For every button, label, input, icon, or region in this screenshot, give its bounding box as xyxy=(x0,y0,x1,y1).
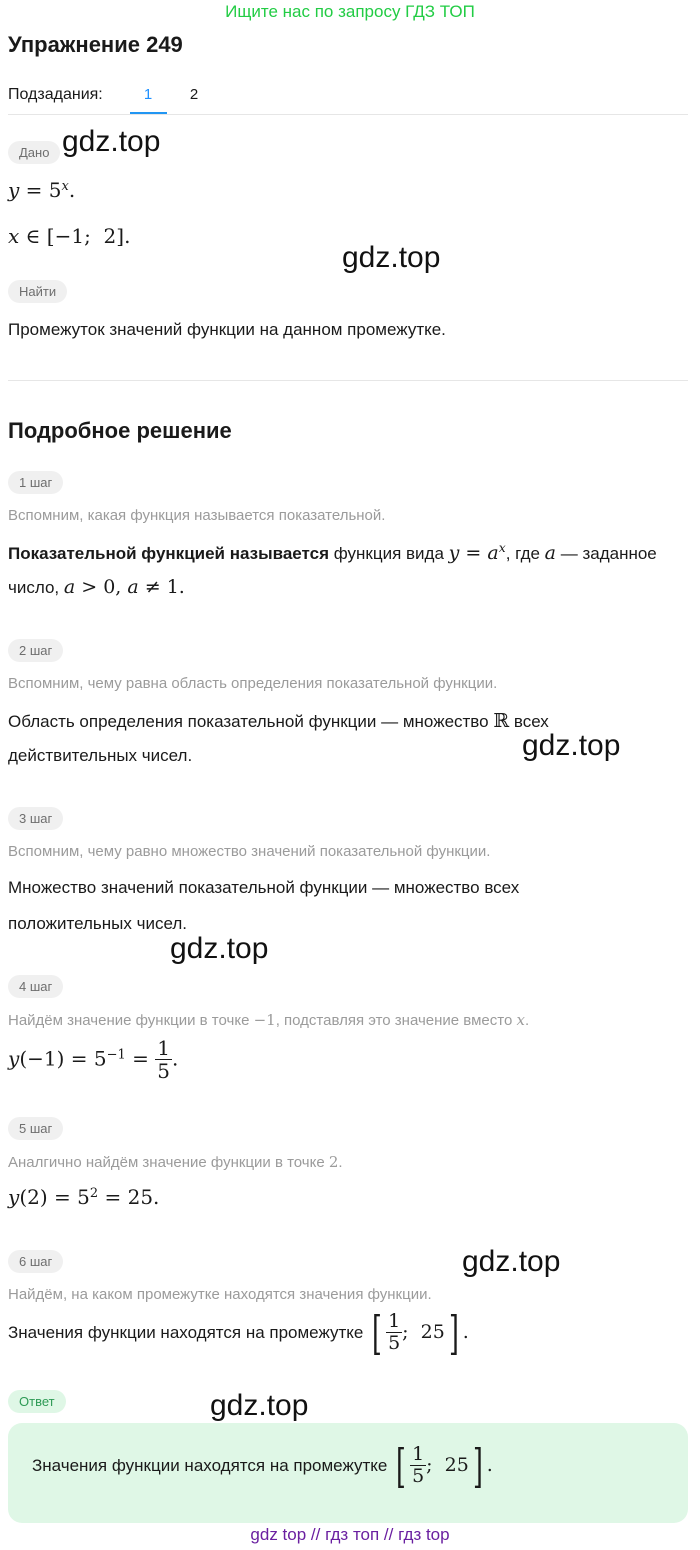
given-pill: Дано xyxy=(8,141,60,164)
given-equation-1: $y = 5^x$. xyxy=(8,178,76,202)
watermark: gdz.top xyxy=(342,241,441,274)
search-hint-banner[interactable]: Ищите нас по запросу ГДЗ ТОП xyxy=(225,2,475,21)
step-3-text-line-2: положительных чисел. xyxy=(8,914,188,933)
section-divider xyxy=(8,380,688,381)
tabs-divider xyxy=(8,114,688,115)
answer-text: Значения функции находятся на промежутке [ $\frac{1}{5}$ ; 25] . xyxy=(32,1439,493,1493)
step-5-pill: 5 шаг xyxy=(8,1117,63,1140)
step-3-pill: 3 шаг xyxy=(8,807,63,830)
subtasks-label: Подзадания: xyxy=(8,86,103,103)
tab-subtask-2[interactable]: 2 xyxy=(189,86,199,103)
step-6-hint: Найдём, на каком промежутке находятся значения функции. xyxy=(8,1286,432,1303)
step-2-text-line-1: Область определения показательной функции — множество ℝ всех xyxy=(8,710,549,732)
step-2-hint: Вспомним, чему равна область определения показательной функции. xyxy=(8,675,498,692)
answer-pill: Ответ xyxy=(8,1390,66,1413)
tab-subtask-1[interactable]: 1 xyxy=(143,86,153,103)
step-5-equation: $y(2) = 5^2 = 25$. xyxy=(8,1185,160,1209)
step-2-text-line-2: действительных чисел. xyxy=(8,746,193,765)
step-1-pill: 1 шаг xyxy=(8,471,63,494)
watermark: gdz.top xyxy=(462,1245,561,1278)
watermark: gdz.top xyxy=(62,125,161,158)
watermark: gdz.top xyxy=(210,1389,309,1422)
find-text: Промежуток значений функции на данном промежутке. xyxy=(8,320,446,339)
step-3-text-line-1: Множество значений показательной функции — множество всех xyxy=(8,878,520,897)
step-1-text-line-1: Показательной функцией называется функция вида $y = a^x$, где a — заданное xyxy=(8,541,657,564)
step-6-text: Значения функции находятся на промежутке [ $\frac{1}{5}$ ; 25] . xyxy=(8,1306,469,1360)
step-1-hint: Вспомним, какая функция называется показательной. xyxy=(8,507,386,524)
step-4-equation: $y(-1) = 5^{-1}$ = $\frac{1}{5}$ . xyxy=(8,1036,179,1083)
step-1-text-line-2: число, a > 0, a ≠ 1. xyxy=(8,576,185,598)
solution-heading: Подробное решение xyxy=(8,418,232,443)
given-equation-2: x ∈ [−1; 2]. xyxy=(8,224,131,248)
step-2-pill: 2 шаг xyxy=(8,639,63,662)
find-pill: Найти xyxy=(8,280,67,303)
step-1-bold: Показательной функцией называется xyxy=(8,544,330,563)
watermark: gdz.top xyxy=(522,729,621,762)
step-3-hint: Вспомним, чему равно множество значений показательной функции. xyxy=(8,843,491,860)
step-5-hint: Аналгично найдём значение функции в точке 2. xyxy=(8,1153,343,1171)
page-title: Упражнение 249 xyxy=(8,32,183,57)
watermark: gdz.top xyxy=(170,932,269,965)
step-4-hint: Найдём значение функции в точке −1, подставляя это значение вместо x. xyxy=(8,1011,530,1029)
step-6-pill: 6 шаг xyxy=(8,1250,63,1273)
footer-links[interactable]: gdz top // гдз топ // гдз top xyxy=(250,1525,450,1544)
step-4-pill: 4 шаг xyxy=(8,975,63,998)
